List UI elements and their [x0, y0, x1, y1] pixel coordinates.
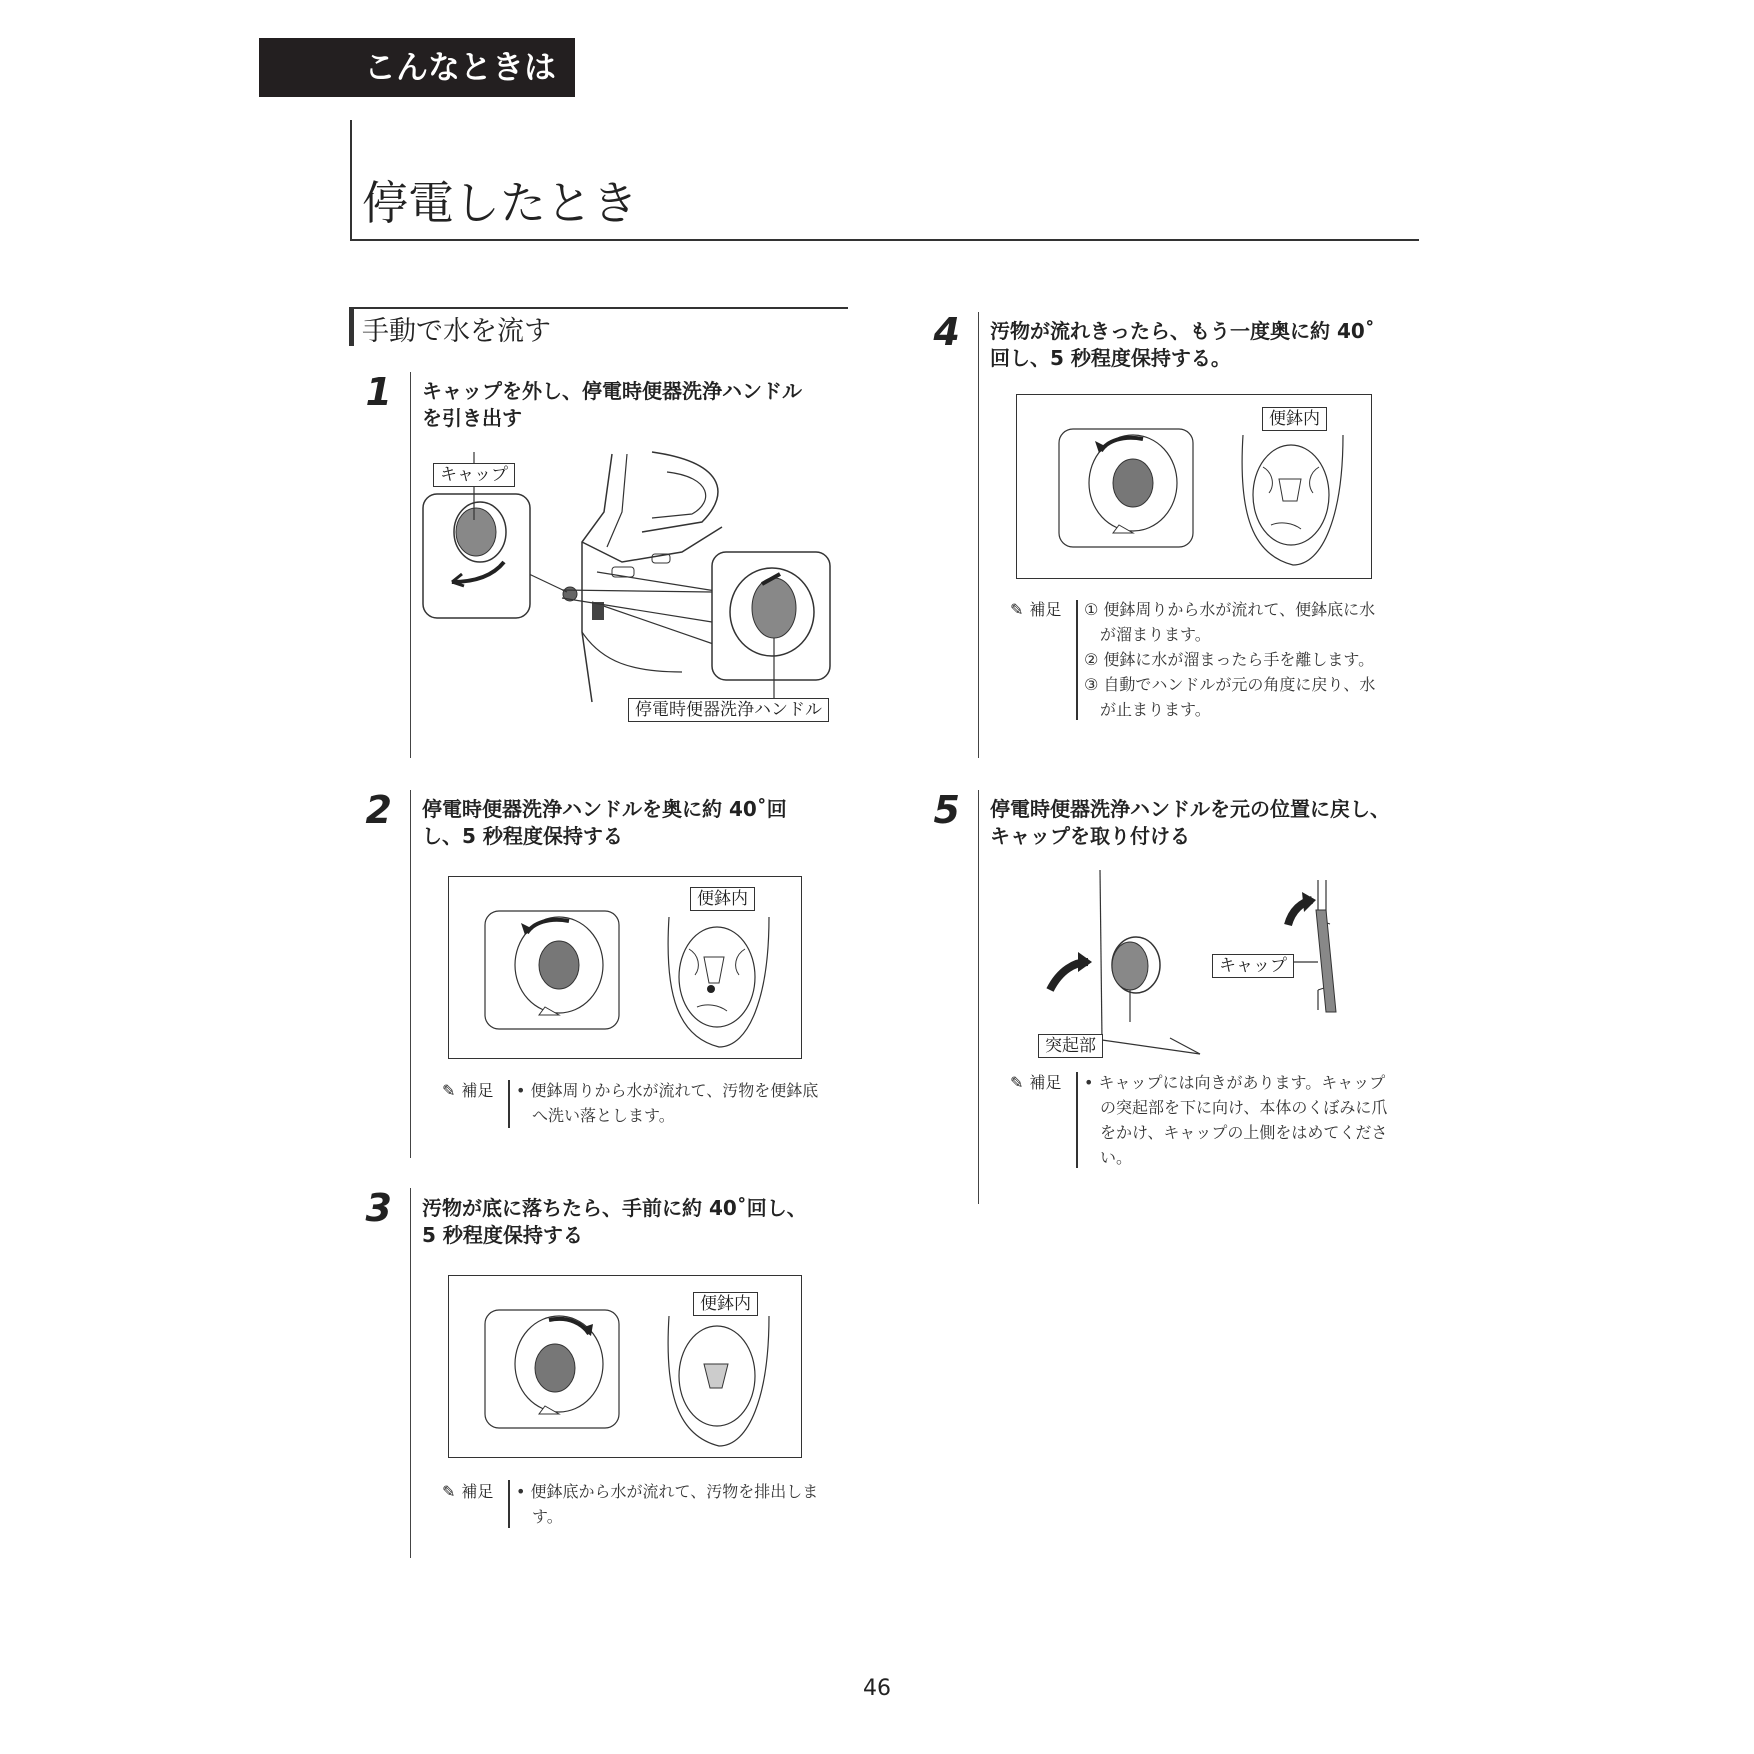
- note-label: 補足: [461, 1482, 494, 1501]
- step-1-instruction: キャップを外し、停電時便器洗浄ハンドル を引き出す: [422, 379, 802, 430]
- step-2-rule: [410, 790, 411, 1158]
- section-rule: [349, 307, 848, 309]
- step-4-note-body: ① 便鉢周りから水が流れて、便鉢底に水 が溜まります。 ② 便鉢に水が溜まったら手を離します。 ③ 自動でハンドルが元の角度に戻り、水 が止まります。: [1084, 600, 1376, 719]
- protrusion-label: 突起部: [1038, 1034, 1103, 1058]
- step-2-bowl-label: 便鉢内: [690, 887, 755, 911]
- step-2-number: 2: [365, 788, 392, 832]
- step-4-rule: [978, 312, 979, 758]
- step-4-number: 4: [933, 310, 960, 354]
- pencil-icon: ✎: [1010, 1073, 1024, 1092]
- note-divider: [508, 1080, 510, 1128]
- page-title: 停電したとき: [362, 176, 638, 230]
- note-label: 補足: [461, 1081, 494, 1100]
- step-5-number: 5: [933, 788, 960, 832]
- step-3-bowl-label: 便鉢内: [693, 1292, 758, 1316]
- step-2-note-head: [442, 1079, 493, 1103]
- step-5-note-head: [1010, 1071, 1061, 1095]
- step-3-number: 3: [365, 1186, 392, 1230]
- toilet-side-illustration: [422, 452, 832, 722]
- note-label: 補足: [1029, 600, 1062, 619]
- step-5-instruction: 停電時便器洗浄ハンドルを元の位置に戻し、 キャップを取り付ける: [990, 797, 1390, 848]
- step-5-cap-label: キャップ: [1212, 954, 1294, 978]
- step-3-instruction: 汚物が底に落ちたら、手前に約 40˚回し、 5 秒程度保持する: [422, 1196, 807, 1247]
- pencil-icon: ✎: [442, 1081, 456, 1100]
- title-rule-vertical: [350, 120, 352, 241]
- step-5-rule: [978, 790, 979, 1204]
- step-2-note-body: • 便鉢周りから水が流れて、汚物を便鉢底 へ洗い落とします。: [516, 1081, 819, 1125]
- step-3-note-head: [442, 1480, 493, 1504]
- handle-label: 停電時便器洗浄ハンドル: [628, 698, 829, 722]
- cap-label: キャップ: [433, 463, 515, 487]
- step-5-note-body: • キャップには向きがあります。キャップ の突起部を下に向け、本体のくぼみに爪 をかけ、キャップの上側をはめてくださ い。: [1084, 1073, 1388, 1167]
- step-4-bowl-label: 便鉢内: [1262, 407, 1327, 431]
- note-divider: [508, 1480, 510, 1528]
- pencil-icon: ✎: [442, 1482, 456, 1501]
- step-1-rule: [410, 372, 411, 758]
- section-marker: [349, 308, 354, 346]
- page-number: 46: [863, 1676, 891, 1701]
- step-3-note-body: • 便鉢底から水が流れて、汚物を排出しま す。: [516, 1482, 819, 1526]
- step-4-instruction: 汚物が流れきったら、もう一度奥に約 40˚ 回し、5 秒程度保持する。: [990, 319, 1375, 370]
- step-1-illustration: [422, 452, 832, 722]
- step-2-instruction: 停電時便器洗浄ハンドルを奥に約 40˚回 し、5 秒程度保持する: [422, 797, 787, 848]
- section-title: 手動で水を流す: [362, 316, 551, 347]
- step-1-number: 1: [365, 370, 392, 414]
- note-divider: [1076, 1072, 1078, 1168]
- note-label: 補足: [1029, 1073, 1062, 1092]
- pencil-icon: ✎: [1010, 600, 1024, 619]
- title-rule-horizontal: [350, 239, 1419, 241]
- chapter-tab: こんなときは: [259, 38, 575, 97]
- step-3-rule: [410, 1188, 411, 1558]
- note-divider: [1076, 600, 1078, 720]
- step-4-note-head: [1010, 598, 1061, 622]
